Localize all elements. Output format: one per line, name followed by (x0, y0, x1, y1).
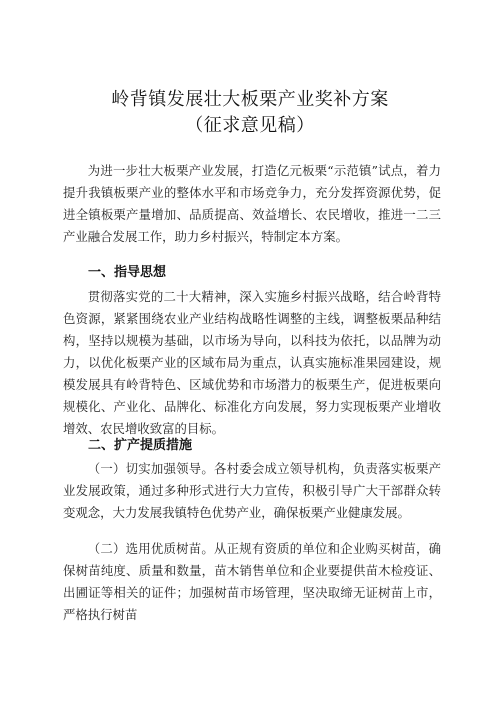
section-heading-measures: 二、扩产提质措施 (88, 438, 193, 453)
section-heading-guiding-ideology: 一、指导思想 (88, 265, 167, 280)
document-title: 岭背镇发展壮大板栗产业奖补方案 (111, 89, 389, 110)
guiding-ideology-paragraph: 贯彻落实党的二十大精神，深入实施乡村振兴战略，结合岭背特色资源，紧紧围绕农业产业结构战略性调整的主线，调整板栗品种结构，坚持以规模为基础，以市场为导向，以科技为依托，以品牌为动力，以优化板栗产业的区域布局为重点，认真实施标准果园建设，规模发展具有岭背特色、区域优势和市场潜力的板栗生产，促进板栗向规模化、产业化、品牌化、标准化方向发展，努力实现板栗产业增收增效、农民增收致富的目标。 (63, 289, 441, 436)
intro-paragraph: 为进一步壮大板栗产业发展，打造亿元板栗“示范镇”试点，着力提升我镇板栗产业的整体水平和市场竞争力，充分发挥资源优势，促进全镇板栗产量增加、品质提高、效益增长、农民增收，推进一二三产业融合发展工作，助力乡村振兴，特制定本方案。 (63, 163, 441, 244)
measure-item-leadership: （一）切实加强领导。各村委会成立领导机构，负责落实板栗产业发展政策，通过多种形式进行大力宣传，积极引导广大干部群众转变观念，大力发展我镇特色优势产业，确保板栗产业健康发展。 (63, 461, 441, 520)
measure-item-seedlings: （二）选用优质树苗。从正规有资质的单位和企业购买树苗，确保树苗纯度、质量和数量，苗木销售单位和企业要提供苗木检疫证、出圃证等相关的证件；加强树苗市场管理，坚决取缔无证树苗上市，严格执行树苗 (63, 541, 441, 622)
document-subtitle: （征求意见稿） (185, 115, 315, 136)
